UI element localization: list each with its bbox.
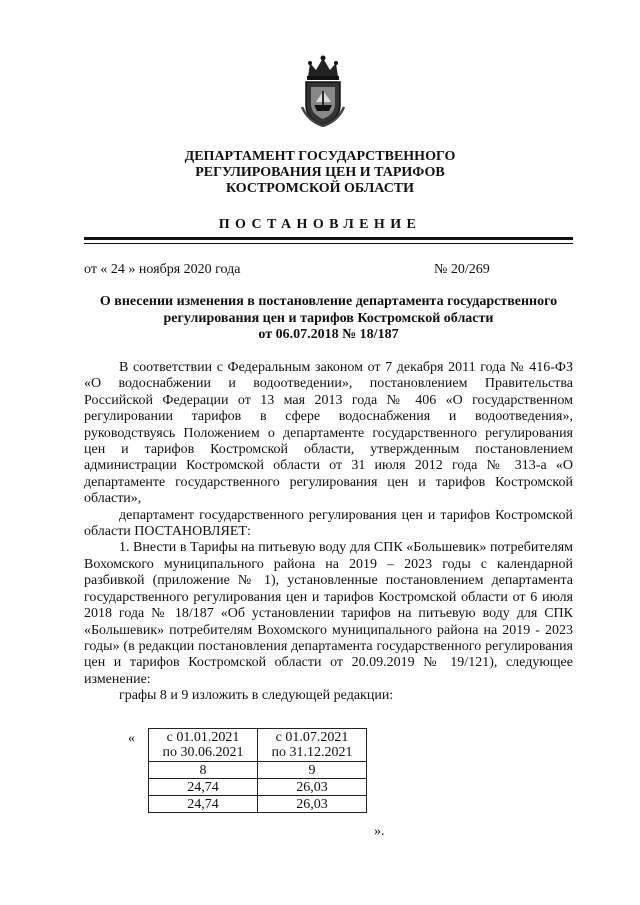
table-row [149,796,367,813]
body-paragraph-resolves: департамент государственного регулирования цен и тарифов Костромской области ПОСТАНОВЛЯЕТ: [84,507,573,540]
table-quote-open: « [128,731,135,746]
department-line-3: КОСТРОМСКОЙ ОБЛАСТИ [225,181,415,196]
table-header-row [149,729,367,762]
tariff-table [148,728,367,813]
title-line-1: О внесении изменения в постановление департамента государственного [99,294,558,309]
document-body [84,360,573,705]
table-cell: 9 [258,762,367,779]
document-title [84,294,573,344]
table-header-cell [258,729,367,762]
table-header-cell [149,729,258,762]
table-row [149,779,367,796]
header-rule-thin [84,243,573,244]
table-quote-close: ». [374,824,385,839]
table-cell: 8 [149,762,258,779]
period-col-8: с 01.01.2021 по 30.06.2021 [162,730,244,760]
department-line-1: ДЕПАРТАМЕНТ ГОСУДАРСТВЕННОГО [184,149,456,164]
document-date: от « 24 » ноября 2020 года [84,262,241,277]
department-line-2: РЕГУЛИРОВАНИЯ ЦЕН И ТАРИФОВ [195,165,445,180]
body-paragraph-item-1: 1. Внести в Тарифы на питьевую воду для СПК «Большевик» потребителям Вохомского муниципального района на 2019 – 2023 годы с календарной разбивкой (приложение № 1), установленные постановлением департамента государственного регулирования цен и тарифов Костромской области от 6 июля 2018 года № 18/187 «Об установлении тарифов на питьевую воду для СПК «Большевик» потребителям Вохомского муниципального района на 2019 - 2023 годы» (в редакции постановления департамента государственного регулирования цен и тарифов Костромской области от 20.09.2019 № 19/121), следующее изменение: [84,540,573,687]
department-name [150,149,490,197]
header-rule-thick [84,237,573,240]
body-paragraph-columns: графы 8 и 9 изложить в следующей редакции: [119,688,394,704]
table-cell: 26,03 [258,779,367,796]
coat-of-arms-icon [298,55,348,127]
title-line-2: регулирования цен и тарифов Костромской области [163,310,494,326]
table-cell: 26,03 [258,796,367,813]
document-type: ПОСТАНОВЛЕНИЕ [218,217,422,232]
title-line-3: от 06.07.2018 № 18/187 [258,327,399,342]
table-colnum-row [149,762,367,779]
period-col-9: с 01.07.2021 по 31.12.2021 [271,730,353,760]
table-cell: 24,74 [149,796,258,813]
table-cell: 24,74 [149,779,258,796]
body-paragraph-legal-basis: В соответствии с Федеральным законом от 7 декабря 2011 года № 416-ФЗ «О водоснабжении и водоотведении», постановлением Правительства Российской Федерации от 13 мая 2013 года № 406 «О государственном регулировании тарифов в сфере водоснабжения и водоотведения», руководствуясь Положением о департаменте государственного регулирования цен и тарифов Костромской области, утвержденным постановлением администрации Костромской области от 31 июля 2012 года № 313-а «О департаменте государственного регулирования цен и тарифов Костромской области», [84,360,573,507]
date-number-row [84,262,573,278]
document-number: № 20/269 [434,262,490,277]
